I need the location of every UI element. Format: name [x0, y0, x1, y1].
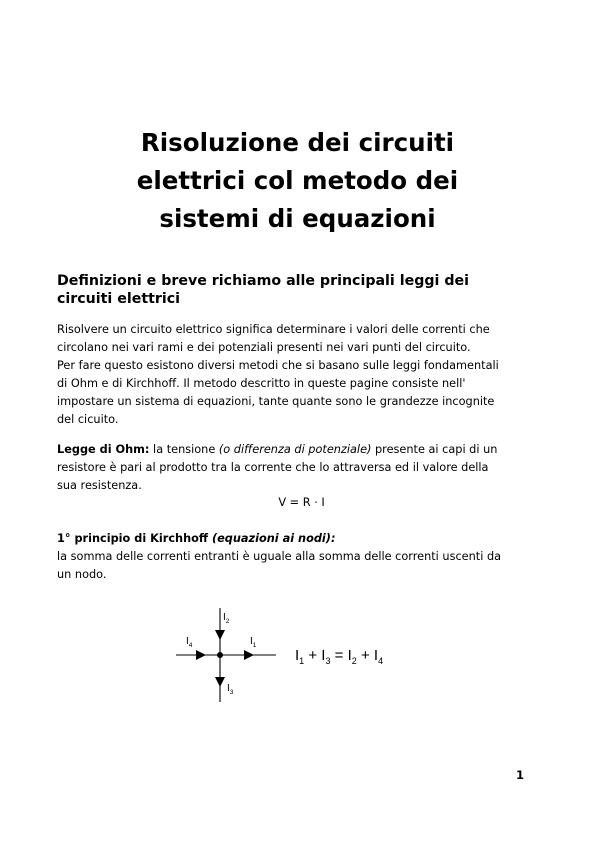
kirchhoff-first-law-paragraph: [57, 530, 547, 584]
arrow-i1-icon: [244, 650, 254, 660]
title-line-1: Risoluzione dei circuiti: [140, 128, 455, 157]
section-heading-line-1: Definizioni e breve richiamo alle principali leggi dei: [57, 273, 469, 289]
arrow-i3-icon: [215, 677, 225, 687]
node-currents-diagram: [170, 600, 440, 710]
kirchhoff-line-2: un nodo.: [57, 568, 107, 582]
ohm-line-2: resistore è pari al prodotto tra la corrente che lo attraversa ed il valore della: [57, 461, 489, 475]
kirchhoff-label: 1° principio di Kirchhoff: [57, 532, 209, 545]
ohm-line-1: [57, 441, 547, 459]
kirchhoff-line-1: la somma delle correnti entranti è uguale alla somma delle correnti uscenti da: [57, 550, 502, 564]
intro-line: impostare un sistema di equazioni, tante quante sono le grandezze incognite: [57, 395, 495, 409]
ohm-label: Legge di Ohm:: [57, 443, 150, 456]
label-i2: $I_2$: [223, 612, 230, 625]
intro-line: di Ohm e di Kirchhoff. Il metodo descritto in queste pagine consiste nell': [57, 377, 466, 391]
page-number: 1: [515, 768, 524, 782]
label-i3: $I_3$: [227, 683, 234, 696]
intro-line: del cicuito.: [57, 413, 119, 427]
arrow-i4-icon: [196, 650, 206, 660]
arrow-i2-icon: [215, 630, 225, 640]
kirchhoff-heading-line: [57, 530, 547, 548]
intro-line: circolano nei vari rami e dei potenziali presenti nei vari punti del circuito.: [57, 341, 471, 355]
intro-paragraph: [57, 321, 547, 430]
ohm-law-paragraph: [57, 441, 547, 495]
ohm-formula: [0, 496, 595, 509]
section-heading: [57, 272, 527, 308]
intro-line: Risolvere un circuito elettrico significa determinare i valori delle correnti che: [57, 323, 490, 336]
ohm-line-3: sua resistenza.: [57, 479, 142, 493]
node-dot: [217, 652, 223, 658]
ohm-text-1: la tensione: [149, 443, 219, 456]
ohm-formula-text: V = R ⋅ I: [278, 496, 325, 509]
title-line-2: elettrici col metodo dei: [136, 166, 459, 195]
kirchhoff-equation: $I_1 + I_3 = I_2 + I_4$: [295, 647, 384, 666]
kirchhoff-italic: (equazioni ai nodi):: [208, 532, 336, 545]
ohm-italic: (o differenza di potenziale): [218, 443, 372, 456]
label-i1: $I_1$: [250, 636, 257, 649]
title-line-3: sistemi di equazioni: [159, 204, 436, 233]
document-title: [80, 124, 515, 238]
section-heading-line-2: circuiti elettrici: [57, 291, 181, 307]
ohm-text-2: presente ai capi di un: [371, 443, 498, 456]
intro-line: Per fare questo esistono diversi metodi che si basano sulle leggi fondamentali: [57, 359, 499, 373]
label-i4: $I_4$: [186, 636, 193, 649]
